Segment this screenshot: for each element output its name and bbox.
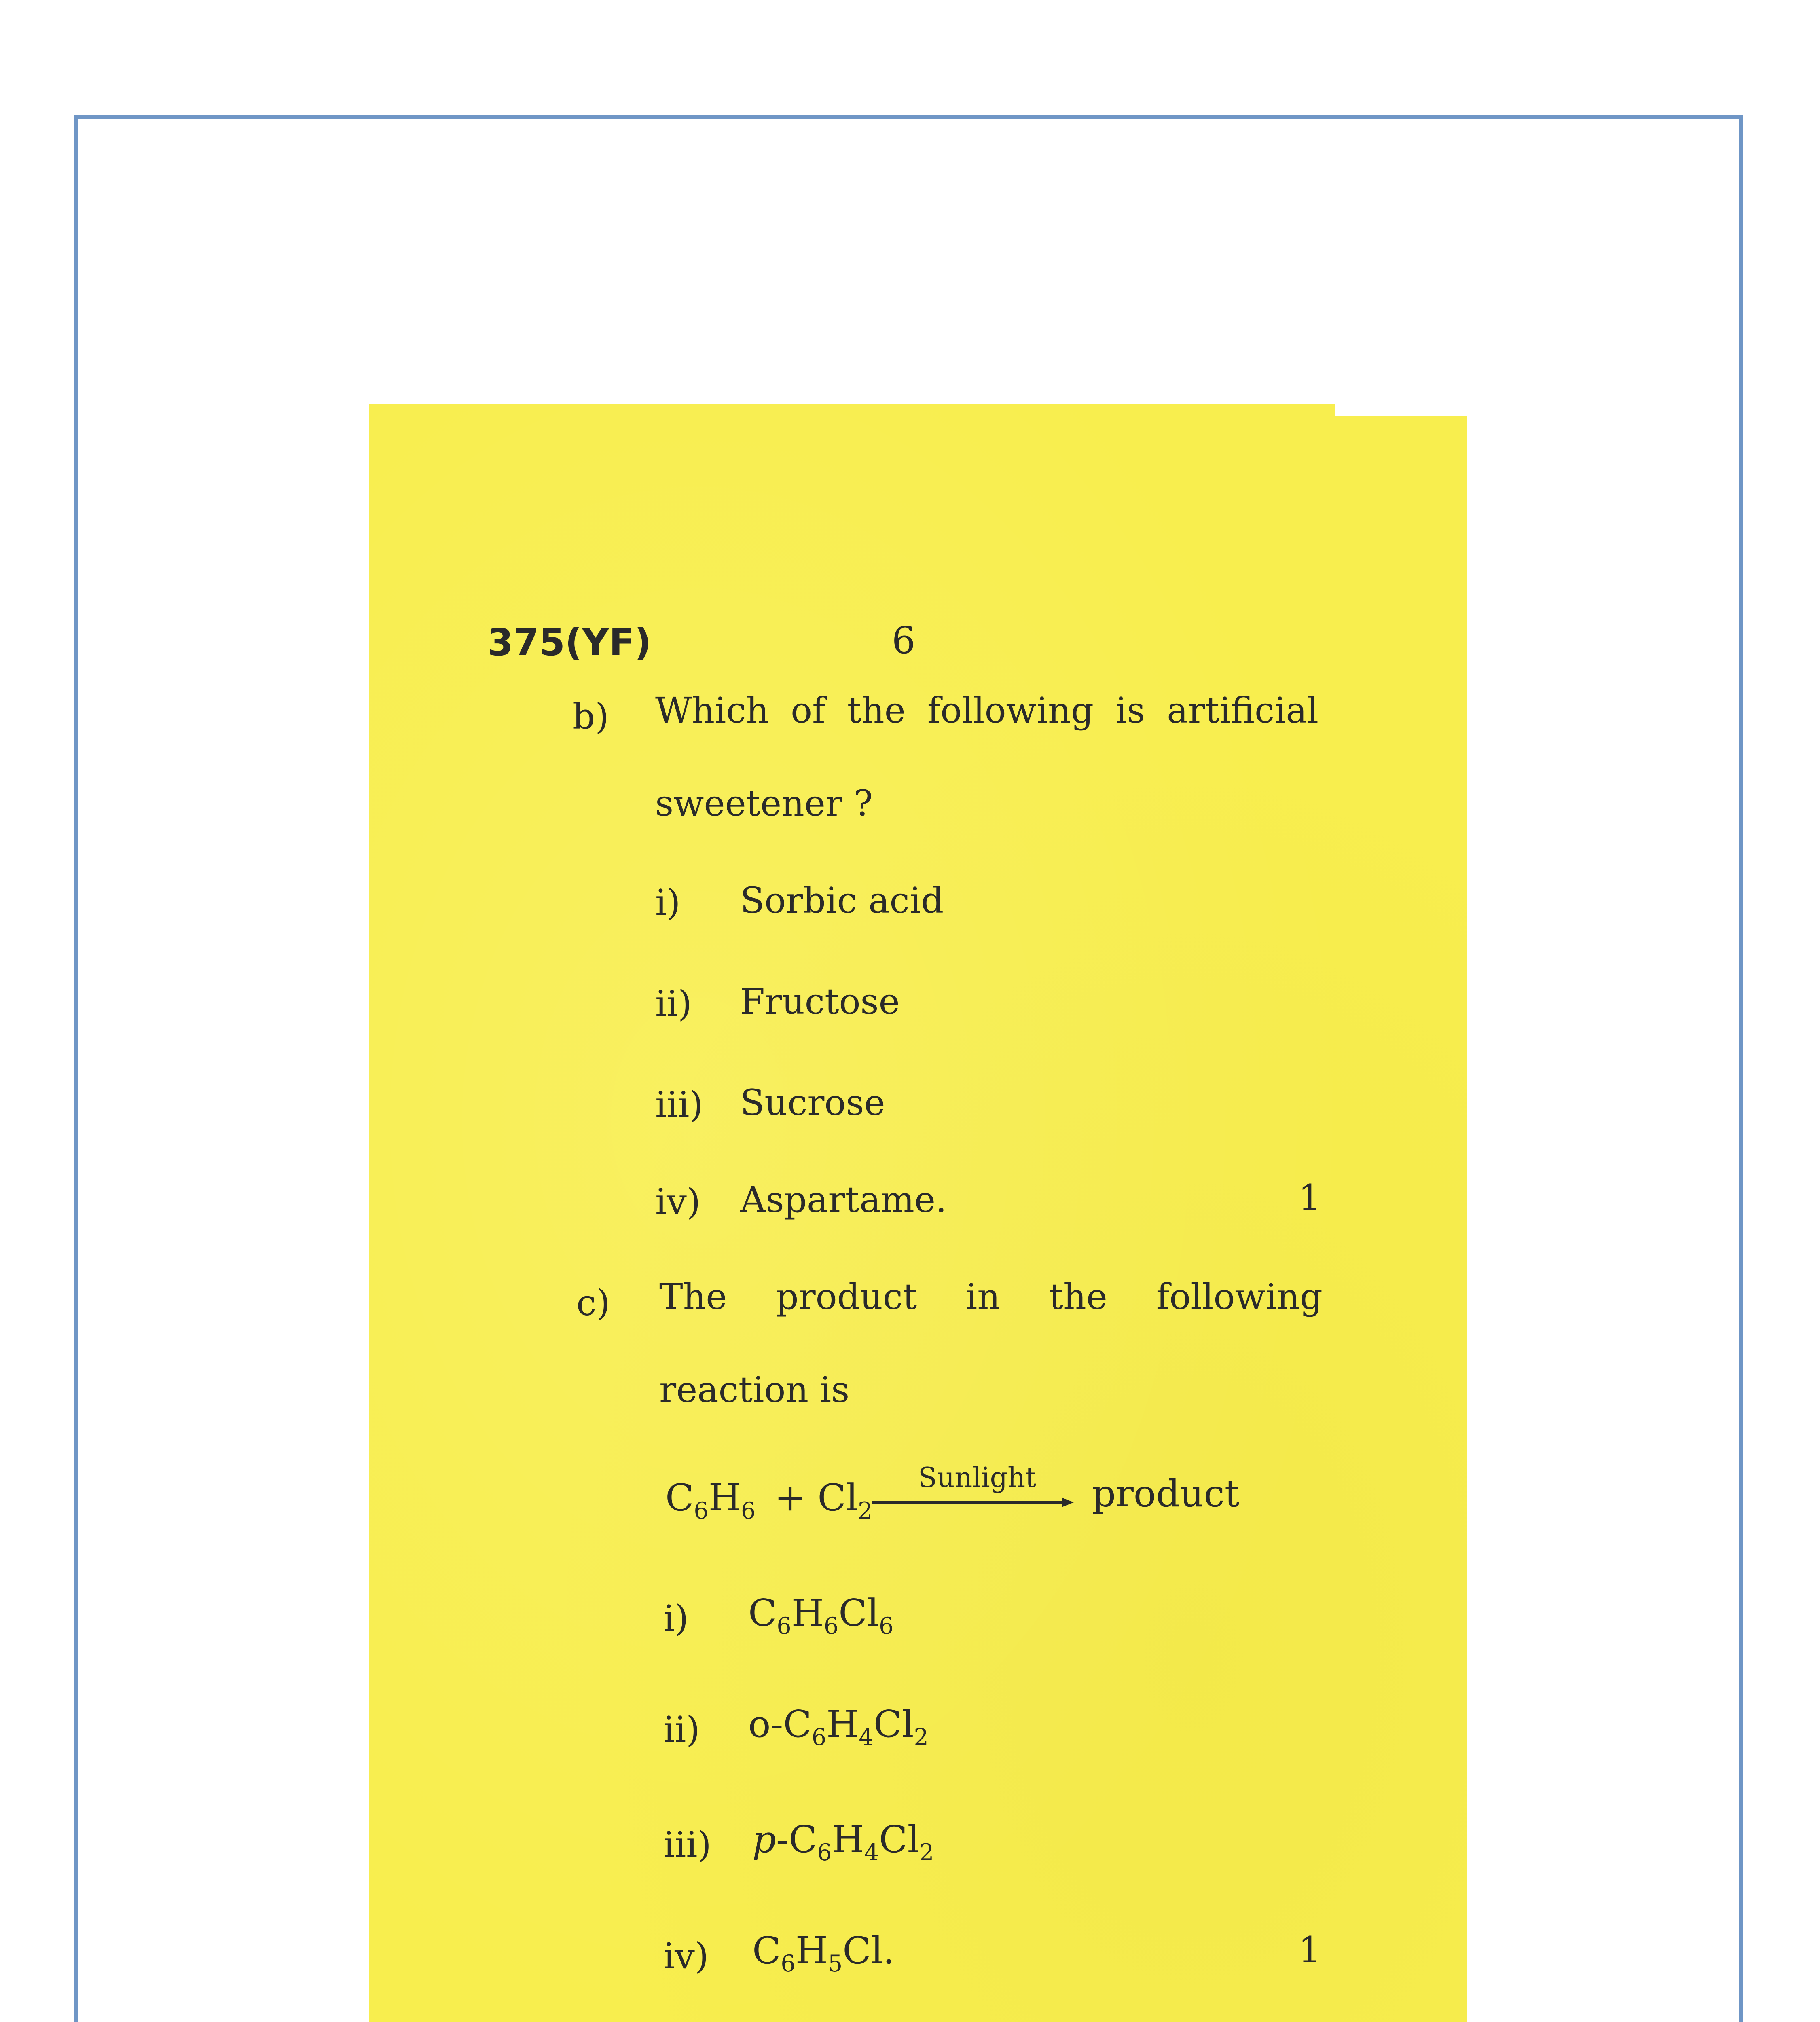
option-formula: $C_6H_5Cl$. <box>752 1929 895 1977</box>
option-text: Sorbic acid <box>740 880 944 921</box>
option-formula: $o-C_6H_4Cl_2$ <box>748 1703 929 1751</box>
word: following <box>927 690 1094 731</box>
option-number: iv) <box>663 1935 709 1977</box>
marks: 1 <box>1298 1929 1321 1971</box>
word: in <box>966 1276 1000 1318</box>
word: is <box>1115 690 1145 731</box>
sheet-notch <box>1335 404 1467 416</box>
option-text: Fructose <box>740 981 900 1022</box>
word: product <box>776 1276 917 1318</box>
option-number: iv) <box>655 1181 701 1223</box>
option-number: i) <box>655 882 681 923</box>
word: Which <box>655 690 769 731</box>
option-number: ii) <box>655 983 692 1024</box>
question-c-line1 <box>659 1276 1323 1318</box>
option-number: iii) <box>655 1084 703 1125</box>
word: the <box>1049 1276 1107 1318</box>
option-number: iii) <box>663 1824 711 1865</box>
marks: 1 <box>1298 1177 1321 1218</box>
page-number: 6 <box>892 619 916 662</box>
option-text: Aspartame. <box>740 1179 947 1220</box>
word: The <box>659 1276 727 1318</box>
question-b-line1 <box>655 690 1318 731</box>
reactant-benzene: $C_6H_6$ <box>665 1476 756 1524</box>
question-b-line2: sweetener ? <box>655 783 873 824</box>
word: artificial <box>1167 690 1318 731</box>
question-b-label: b) <box>572 696 609 737</box>
word: of <box>791 690 825 731</box>
option-number: i) <box>663 1597 689 1639</box>
word: following <box>1156 1276 1323 1318</box>
word: the <box>847 690 906 731</box>
reaction-product: product <box>1092 1472 1240 1515</box>
option-text: Sucrose <box>740 1082 885 1123</box>
question-c-label: c) <box>576 1282 610 1324</box>
option-number: ii) <box>663 1709 700 1750</box>
reactant-chlorine: + $Cl_2$ <box>775 1476 873 1524</box>
option-formula: $p-C_6H_4Cl_2$ <box>752 1818 934 1866</box>
reaction-arrow-icon <box>872 1496 1074 1508</box>
reaction-condition: Sunlight <box>918 1462 1037 1494</box>
paper-code: 375(YF) <box>487 621 652 664</box>
question-c-line2: reaction is <box>659 1369 850 1411</box>
option-formula: $C_6H_6Cl_6$ <box>748 1591 894 1639</box>
